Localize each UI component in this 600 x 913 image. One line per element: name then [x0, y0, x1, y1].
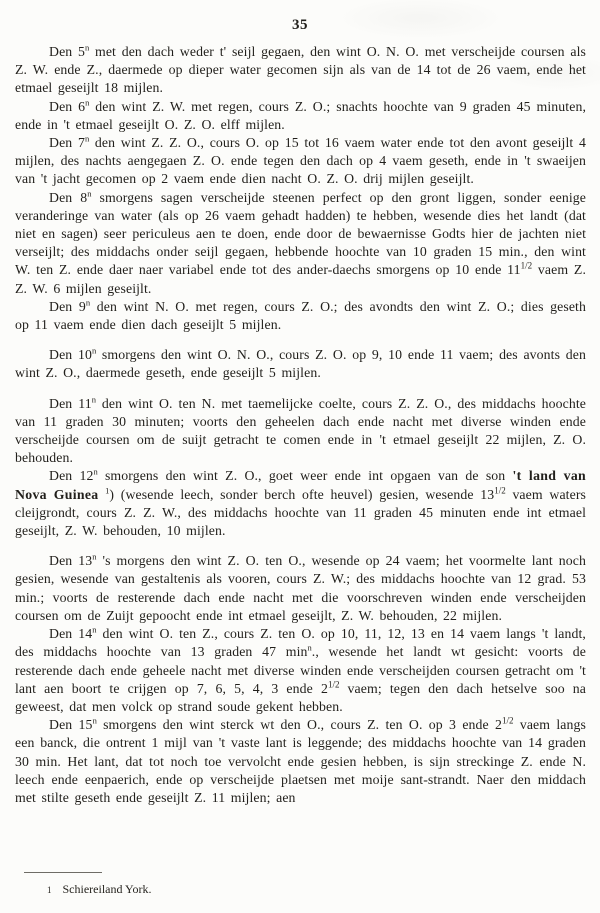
superscript: n: [85, 42, 90, 53]
text-run: vaem langs een banck, die ontrent 1 mijl van 't vaste lant is leggende; des middachs hoochte van 14 graden 30 min. Het lant, dat tot noch toe vervolcht ende gesien hebben, is sijn streckinge Z. ende N. leech ende eenpaerich, ende op verscheijde plaetsen met moije sant-strandt. Naer den middach met stilte geseth ende geseijlt Z. 11 mijlen; aen: [15, 717, 586, 805]
entry-den-7: [15, 134, 586, 189]
entry-den-13: [15, 552, 586, 625]
entry-den-15: [15, 716, 586, 807]
entry-den-9: [15, 298, 586, 334]
entry-den-5: [15, 43, 586, 98]
superscript: n: [85, 97, 90, 108]
superscript: n: [92, 624, 97, 635]
footnote: [0, 864, 600, 897]
footnote-rule: [24, 872, 102, 873]
text-run: Den 15: [49, 717, 93, 733]
text-run: Den 10: [49, 347, 92, 363]
text-run: Den 8: [49, 189, 88, 205]
text-run: ) (wesende leech, sonder berch ofte heuvel) gesien, wesende 13: [109, 486, 495, 502]
text-run: Den 14: [49, 626, 93, 642]
footnote-marker: 1: [47, 885, 52, 895]
text-run: den wint Z. Z. O., cours O. op 15 tot 16 vaem water ende tot den avont geseijlt 4 mijlen, des nachts aengegaen Z. O. ende tegen den dach op 4 vaem geseth, ende in 't swaeijen van 't jacht gecomen op 2 vaem ende dien nacht O. Z. O. drij mijlen geseijlt.: [15, 135, 587, 187]
superscript: 1: [105, 485, 110, 496]
text-run: Den 11: [49, 395, 92, 411]
superscript: n: [85, 297, 91, 308]
text-run: met den dach weder t' seijl gegaen, den wint O. N. O. met verscheijde coursen als Z. W. ende Z., daermede op dieper water gecomen sijn als van de 14 tot de 26 vaem, ende het etmael geseijlt 18 mijlen.: [15, 44, 586, 96]
superscript: n: [93, 466, 98, 477]
superscript: 1/2: [494, 485, 506, 496]
superscript: n: [91, 345, 97, 356]
entry-den-8: [15, 189, 586, 298]
superscript: 1/2: [520, 260, 533, 271]
superscript: 1/2: [327, 679, 340, 690]
superscript: 1/2: [502, 715, 514, 726]
entry-den-14: [15, 625, 586, 716]
text-run: vaem Z. Z. W. 6 mijlen geseijlt.: [15, 262, 586, 296]
superscript: n: [92, 551, 97, 562]
text-run: den wint O. ten N. met taemelijcke coelte, cours Z. Z. O., des middachs hoochte van 11 graden 30 minuten; voorts den geheelen dach ende nacht met diverse winden ende verscheijde coursen om de suijt getracht te comen ende in 't etmael geseijlt 22 mijlen, Z. O. behouden.: [15, 395, 587, 466]
text-run: Den 9: [49, 298, 86, 314]
text-run: ., wesende het landt wt gesicht: voorts de resterende dach ende geheele nacht met diverse winden ende verscheijden coursen getracht om 't lant aen boort te crijgen op 7, 6, 5, 4, 3 ende 2: [15, 644, 586, 696]
text-run: smorgens den wint O. N. O., cours Z. O. op 9, 10 ende 11 vaem; des avonts den wint Z. O., daermede geseth, ende geseijlt 5 mijlen.: [15, 347, 586, 381]
superscript: n: [87, 188, 92, 199]
entry-den-12: [15, 467, 586, 540]
entry-den-10: [15, 346, 586, 382]
text-run: vaem waters cleijgrondt, cours Z. Z. W., des middachs hoochte van 11 graden 45 minuten ende int etmael geseijlt, Z. W. behouden, 10 mijlen.: [15, 486, 586, 539]
text-run: Den 12: [49, 468, 94, 484]
text-run: Den 13: [49, 553, 93, 569]
superscript: n: [307, 642, 312, 653]
text-run: smorgens den wint sterck wt den O., cours Z. ten O. op 3 ende 2: [96, 717, 503, 733]
entry-den-6: [15, 98, 586, 134]
text-run: vaem; tegen den dach hetselve soo na geweest, dat men volck op strand soude gekent hebben.: [15, 680, 586, 714]
text-run: den wint N. O. met regen, cours Z. O.; des avondts den wint Z. O.; dies geseth op 11 vaem ende dien dach geseijlt 5 mijlen.: [15, 298, 586, 333]
text-run: 's morgens den wint Z. O. ten O., wesende op 24 vaem; het voormelte lant noch gesien, wesende van gestaltenis als vooren, cours Z. W.; des middachs hoochte van 12 grad. 53 min.; voorts de resterende dach ende nacht met die voorschreven winden ende verscheijden coursen om de Zuijt gepoocht ende int etmael geseijlt, Z. W. behouden, 22 mijlen.: [15, 553, 586, 623]
superscript: n: [92, 715, 97, 726]
text-run: smorgens sagen verscheijde steenen perfect op den gront liggen, sonder eenige veranderinge van water (als op 26 vaem gehadt hadden) te hebben, wesende dies het landt (dat niet en sagen) seer periculeus aen te doen, ende door de bewaernisse Godts hier de jachten niet verseijlt; des middachs onder seijl gegaen, hebbende hoochte van 10 graden 15 min., den wint W. ten Z. ende daer naer variabel ende tot des ander-daechs smorgens op 10 ende 11: [15, 189, 586, 278]
entry-den-11: [15, 395, 586, 468]
text-run: smorgens den wint Z. O., goet weer ende int opgaen van de son: [97, 468, 513, 484]
text-run: den wint Z. W. met regen, cours Z. O.; snachts hoochte van 9 graden 45 minuten, ende in 't etmael geseijlt O. Z. O. elff mijlen.: [15, 98, 586, 132]
page-number: 35: [292, 17, 308, 33]
superscript: n: [84, 133, 90, 144]
text-run: den wint O. ten Z., cours Z. ten O. op 10, 11, 12, 13 en 14 vaem langs 't landt, des middachs hoochte van 13 graden 47 min: [15, 626, 586, 660]
text-run: Den 5: [49, 44, 86, 59]
footnote-text: Schiereiland York.: [62, 882, 152, 896]
text-block: [0, 34, 600, 807]
text-run: Den 7: [49, 135, 85, 151]
superscript: n: [91, 394, 96, 405]
footnote-line: [0, 882, 600, 897]
bold-phrase: 't land van Nova Guinea: [15, 468, 586, 502]
text-run: Den 6: [49, 98, 86, 114]
